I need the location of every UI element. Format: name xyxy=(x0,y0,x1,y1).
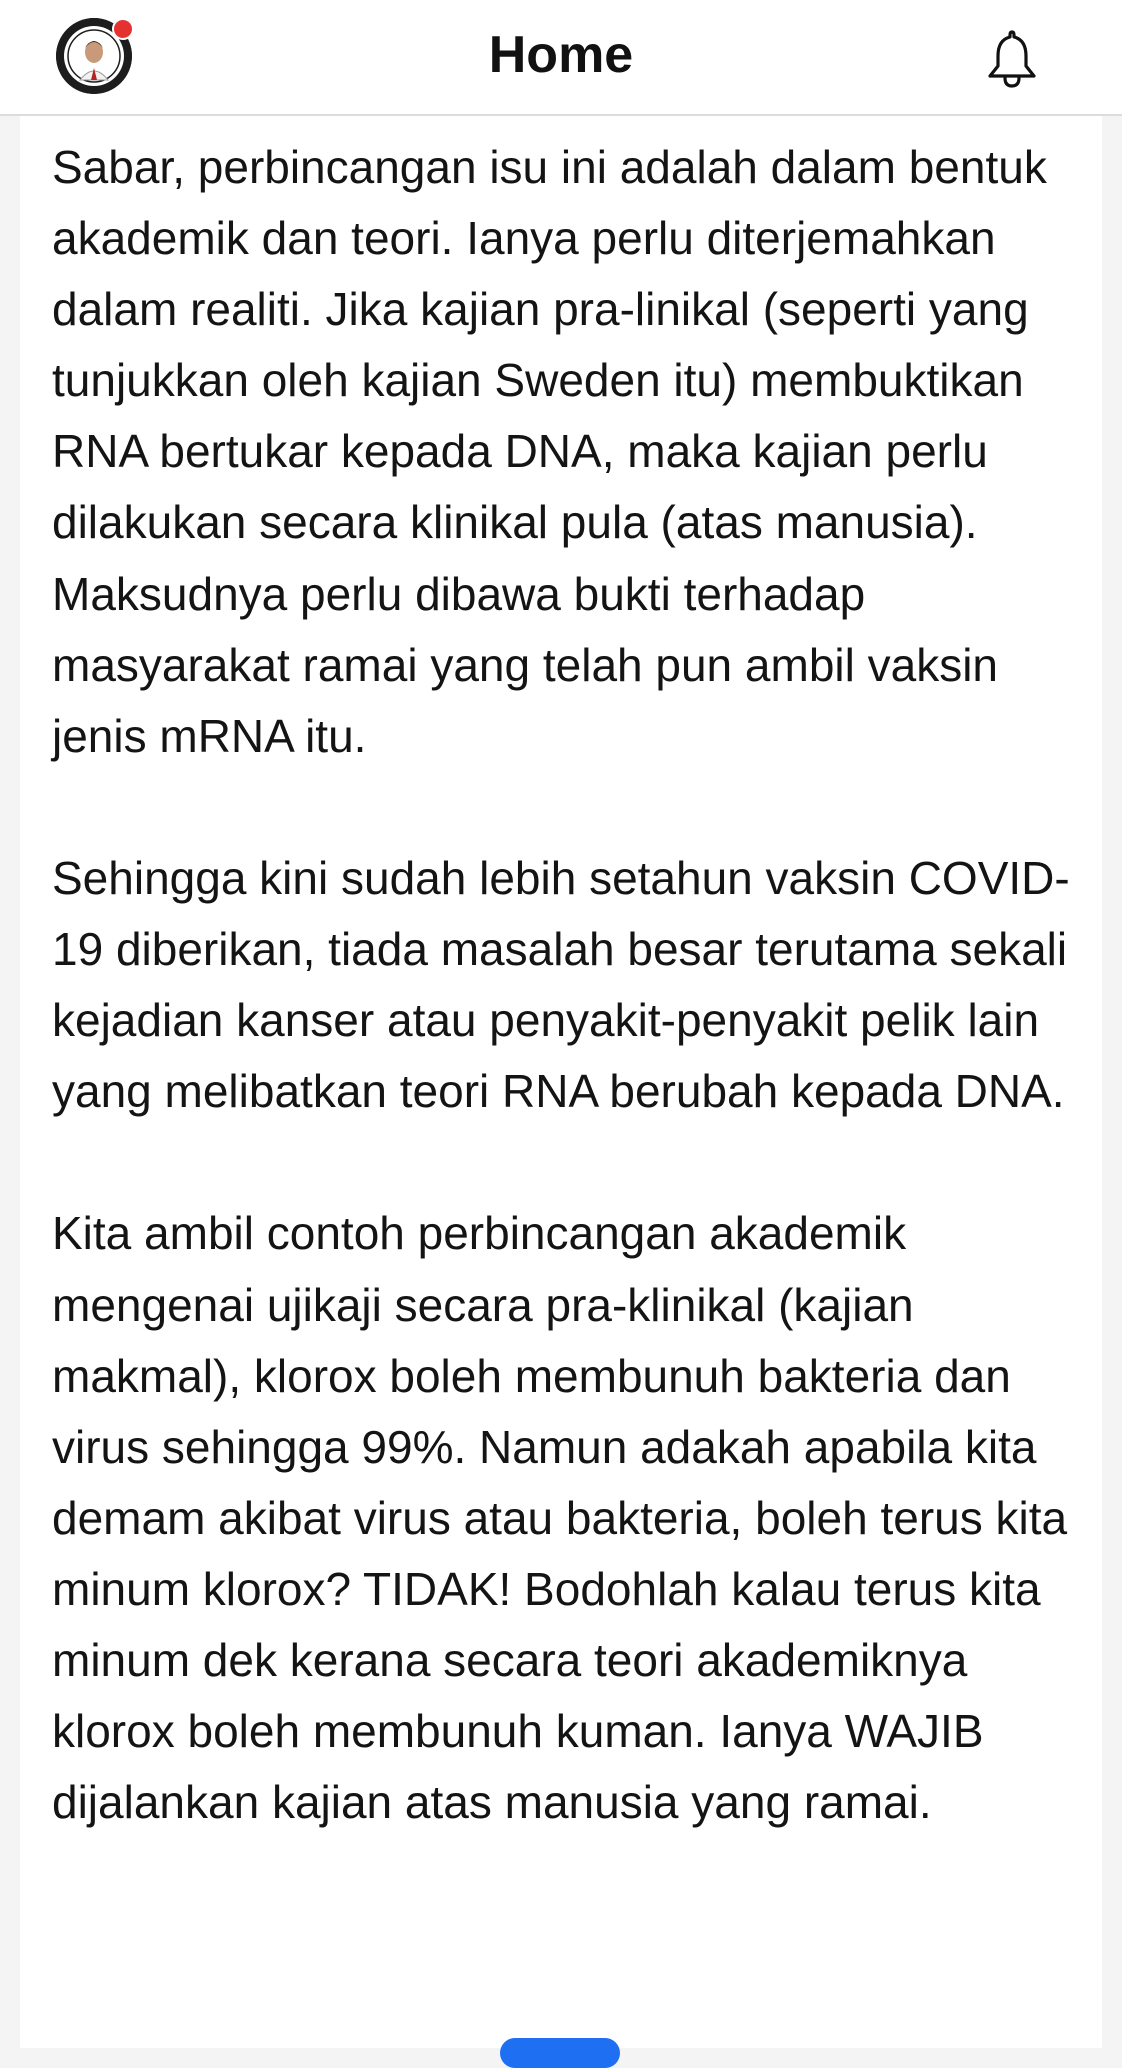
paragraph-spacer xyxy=(52,772,1082,843)
paragraph-spacer xyxy=(52,1127,1082,1198)
bell-icon[interactable] xyxy=(980,26,1044,90)
post-body xyxy=(52,132,1082,1838)
page-title: Home xyxy=(488,26,634,84)
post-paragraph: Sehingga kini sudah lebih setahun vaksin COVID-19 diberikan, tiada masalah besar terutama sekali kejadian kanser atau penyakit-penyakit pelik lain yang melibatkan teori RNA berubah kepada DNA. xyxy=(52,851,1070,1118)
scroll-indicator-pill[interactable] xyxy=(500,2038,620,2068)
post-paragraph: Kita ambil contoh perbincangan akademik mengenai ujikaji secara pra-klinikal (kajian makmal), klorox boleh membunuh bakteria dan virus sehingga 99%. Namun adakah apabila kita demam akibat virus atau bakteria, boleh terus kita minum klorox? TIDAK! Bodohlah kalau terus kita minum dek kerana secara teori akademiknya klorox boleh membunuh kuman. Ianya WAJIB dijalankan kajian atas manusia yang ramai. xyxy=(52,1207,1068,1829)
top-bar xyxy=(0,0,1122,116)
post-card xyxy=(20,116,1102,2048)
post-paragraph: Sabar, perbincangan isu ini adalah dalam bentuk akademik dan teori. Ianya perlu diterjemahkan dalam realiti. Jika kajian pra-linikal (seperti yang tunjukkan oleh kajian Sweden itu) membuktikan RNA bertukar kepada DNA, maka kajian perlu dilakukan secara klinikal pula (atas manusia). Maksudnya perlu dibawa bukti terhadap masyarakat ramai yang telah pun ambil vaksin jenis mRNA itu. xyxy=(52,141,1047,762)
